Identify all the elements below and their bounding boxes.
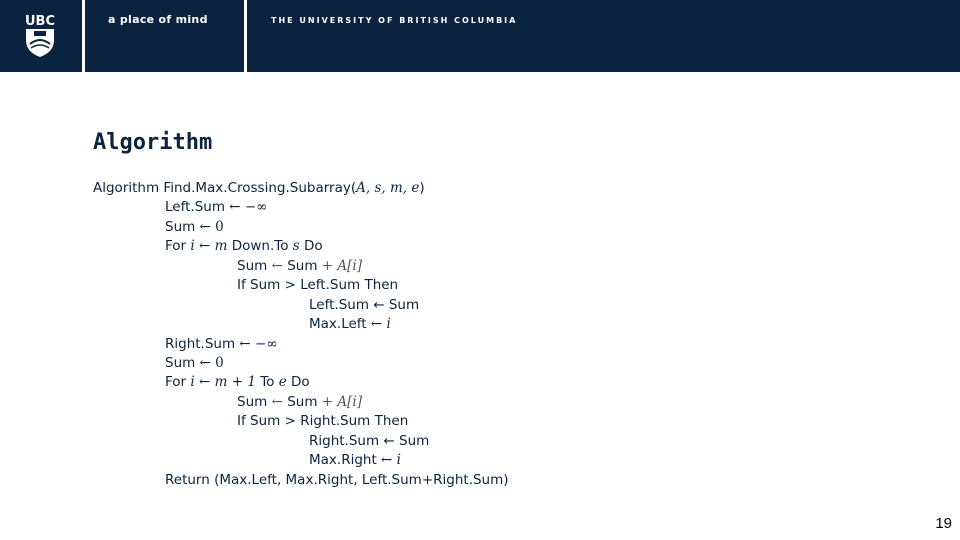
stmt: Return (Max.Left, Max.Right, Left.Sum+Right.Sum) [165,472,509,488]
var: e [278,374,287,390]
stmt: To [255,374,279,390]
stmt: Left.Sum ← Sum [309,297,420,313]
assign: ← [194,238,215,254]
function-args: A, s, m, e [356,180,420,196]
algo-line [309,315,391,333]
var: i [386,316,391,332]
stmt: Sum [237,258,268,274]
assign: ← [376,452,397,468]
algo-line [309,451,401,469]
var: m + 1 [214,374,256,390]
algo-line [237,276,398,294]
assign: ← 0 [195,355,224,371]
stmt: Left.Sum [165,199,225,215]
expr: + A[i] [317,394,362,410]
ubc-logo[interactable] [0,0,82,72]
algo-line [165,373,310,391]
var: s [292,238,300,254]
stmt: Sum [237,394,268,410]
tagline: a place of mind [108,13,208,26]
algo-line [309,296,419,314]
ubc-crest-icon [0,0,82,72]
stmt: Max.Right [309,452,377,468]
algo-line [165,218,224,236]
stmt: Right.Sum ← Sum [309,433,430,449]
stmt: Sum [287,258,318,274]
algo-line [237,393,362,411]
algo-line-return [165,471,509,489]
paren: ) [419,180,425,196]
stmt: Do [299,238,323,254]
algo-line [237,257,362,275]
keyword: Algorithm [93,180,160,196]
var: i [190,374,195,390]
function-name: Find.Max.Crossing.Subarray( [163,180,357,196]
algo-line-signature [93,179,425,197]
assign: ← −∞ [235,336,278,352]
algo-line [165,198,267,216]
algo-line [309,432,429,450]
stmt: Max.Left [309,316,367,332]
stmt: Sum [165,355,196,371]
university-name: THE UNIVERSITY OF BRITISH COLUMBIA [271,16,518,25]
stmt: Right.Sum [165,336,236,352]
ubc-header-bar [0,0,960,72]
stmt: For [165,374,191,390]
stmt: For [165,238,191,254]
algo-line [237,412,408,430]
stmt: Sum [165,219,196,235]
stmt: If Sum > Left.Sum Then [237,277,399,293]
var: m [214,238,228,254]
assign: ← −∞ [224,199,268,215]
stmt: Sum [287,394,318,410]
var: i [396,452,401,468]
algo-line [165,354,224,372]
logo-text: UBC [24,14,56,29]
algo-line [165,237,323,255]
slide-title: Algorithm [93,130,213,155]
var: i [190,238,195,254]
stmt: Down.To [227,238,293,254]
stmt: Do [286,374,310,390]
assign: ← [267,394,288,410]
assign: ← [366,316,387,332]
stmt: If Sum > Right.Sum Then [237,413,409,429]
assign: ← [194,374,215,390]
header-divider [244,0,247,72]
page-number: 19 [935,515,952,532]
assign: ← [267,258,288,274]
algo-line [165,335,278,353]
expr: + A[i] [317,258,362,274]
assign: ← 0 [195,219,224,235]
header-divider [82,0,85,72]
